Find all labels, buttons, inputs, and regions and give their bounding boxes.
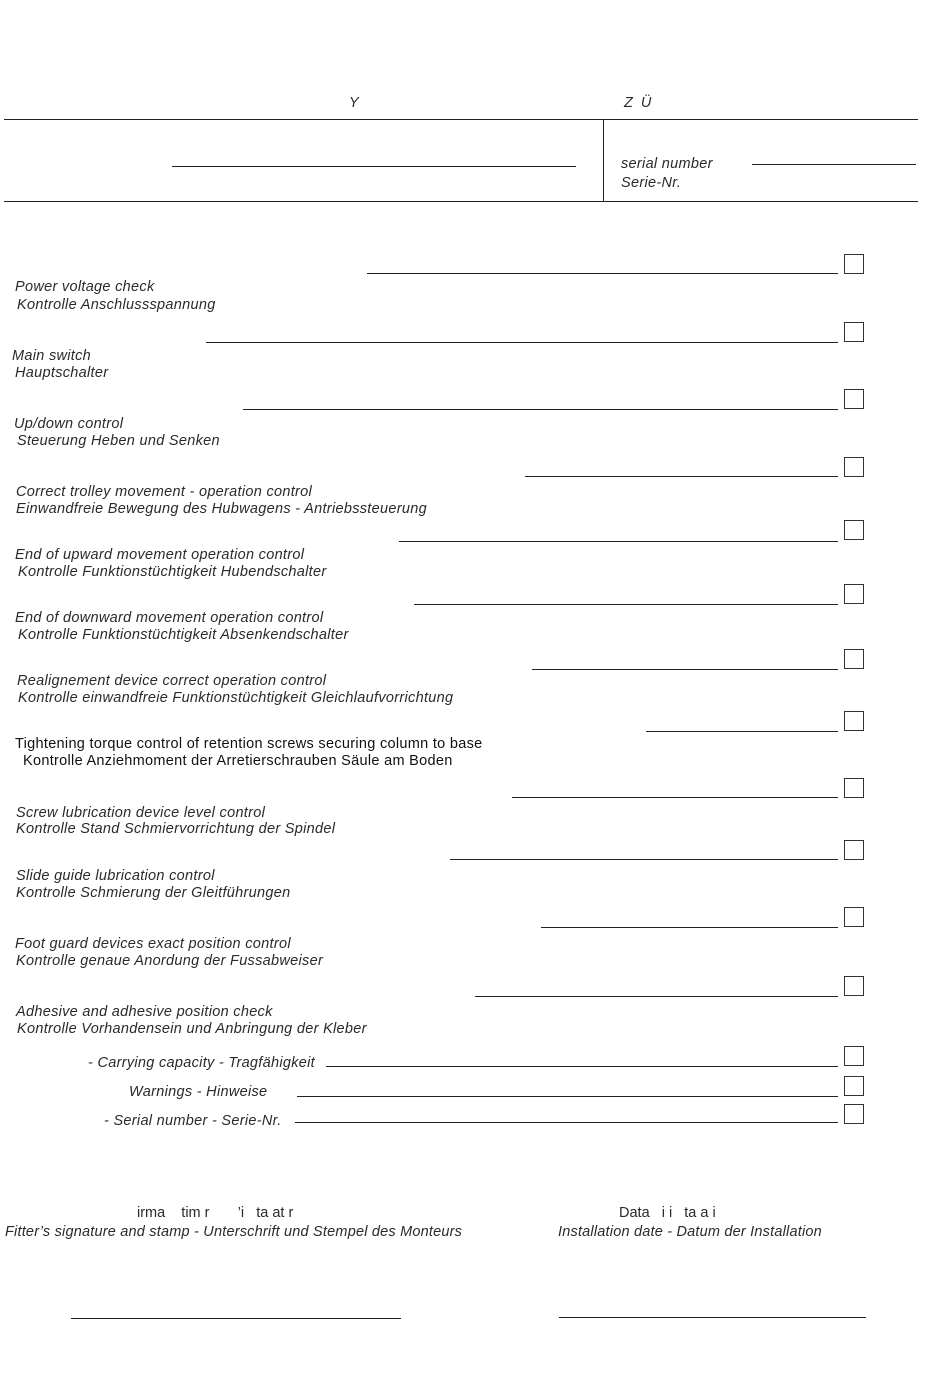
sublist-item-label: - Serial number - Serie-Nr. [104, 1113, 282, 1129]
checklist-item-label-en: End of upward movement operation control [15, 547, 305, 563]
sublist-row-line [297, 1096, 838, 1097]
checklist-item-label-en: Slide guide lubrication control [16, 868, 215, 884]
checklist-row-line [414, 604, 838, 605]
checklist-item-label-en: Tightening torque control of retention screws securing column to base [15, 736, 483, 752]
signature-field-line[interactable] [71, 1318, 401, 1319]
checklist-checkbox[interactable] [844, 457, 864, 477]
checklist-row-line [450, 859, 838, 860]
checklist-row-line [475, 996, 838, 997]
checklist-checkbox[interactable] [844, 976, 864, 996]
checklist-item-label-de: Kontrolle Vorhandensein und Anbringung der Kleber [17, 1021, 367, 1037]
checklist-row-line [399, 541, 838, 542]
checklist-row-line [243, 409, 838, 410]
sublist-row-line [295, 1122, 838, 1123]
checklist-item-label-de: Kontrolle Stand Schmiervorrichtung der Spindel [16, 821, 336, 837]
checklist-item-label-en: Correct trolley movement - operation control [16, 484, 313, 500]
checklist-row-line [512, 797, 838, 798]
checklist-item-label-en: Realignement device correct operation control [17, 673, 327, 689]
checklist-item-label-de: Hauptschalter [15, 365, 109, 381]
checklist-row-line [525, 476, 838, 477]
header-divider [603, 119, 604, 201]
header-bottom-rule [4, 201, 918, 202]
checklist-row-line [367, 273, 838, 274]
checklist-checkbox[interactable] [844, 711, 864, 731]
sublist-item-label: Warnings - Hinweise [129, 1084, 268, 1100]
checklist-item-label-en: Power voltage check [15, 279, 155, 295]
signature-fragment: irma tim r ’i ta at r [137, 1205, 294, 1221]
checklist-item-label-de: Kontrolle Anziehmoment der Arretierschrauben Säule am Boden [23, 753, 453, 769]
checklist-checkbox[interactable] [844, 389, 864, 409]
signature-label: Fitter’s signature and stamp - Unterschrift und Stempel des Monteurs [5, 1224, 463, 1240]
checklist-item-label-de: Einwandfreie Bewegung des Hubwagens - Antriebssteuerung [16, 501, 427, 517]
date-field-line[interactable] [559, 1317, 866, 1318]
checklist-item-label-en: End of downward movement operation control [15, 610, 324, 626]
checklist-checkbox[interactable] [844, 778, 864, 798]
checklist-item-label-de: Kontrolle Anschlussspannung [17, 297, 216, 313]
checklist-item-label-de: Kontrolle Funktionstüchtigkeit Absenkendschalter [18, 627, 349, 643]
date-label: Installation date - Datum der Installation [558, 1224, 822, 1240]
checklist-item-label-de: Kontrolle einwandfreie Funktionstüchtigkeit Gleichlaufvorrichtung [18, 690, 454, 706]
checklist-item-label-de: Kontrolle Funktionstüchtigkeit Hubendschalter [18, 564, 327, 580]
checklist-row-line [532, 669, 838, 670]
checklist-checkbox[interactable] [844, 254, 864, 274]
checklist-checkbox[interactable] [844, 584, 864, 604]
model-field-line[interactable] [172, 166, 576, 167]
serial-number-field-line[interactable] [752, 164, 916, 165]
checklist-row-line [206, 342, 838, 343]
header-fragment-right: Z Ü [624, 95, 652, 111]
checklist-item-label-de: Kontrolle genaue Anordung der Fussabweiser [16, 953, 324, 969]
checklist-item-label-de: Kontrolle Schmierung der Gleitführungen [16, 885, 291, 901]
checklist-item-label-de: Steuerung Heben und Senken [17, 433, 220, 449]
checklist-item-label-en: Screw lubrication device level control [16, 805, 266, 821]
checklist-item-label-en: Foot guard devices exact position control [15, 936, 291, 952]
sublist-checkbox[interactable] [844, 1104, 864, 1124]
sublist-checkbox[interactable] [844, 1046, 864, 1066]
header-top-rule [4, 119, 918, 120]
serial-number-label-de: Serie-Nr. [621, 175, 682, 191]
header-fragment-left: Y [349, 95, 359, 111]
checklist-row-line [646, 731, 838, 732]
checklist-item-label-en: Main switch [12, 348, 92, 364]
sublist-checkbox[interactable] [844, 1076, 864, 1096]
checklist-checkbox[interactable] [844, 322, 864, 342]
date-fragment: Data i i ta a i [619, 1205, 716, 1221]
sublist-item-label: - Carrying capacity - Tragfähigkeit [88, 1055, 316, 1071]
checklist-checkbox[interactable] [844, 840, 864, 860]
sublist-row-line [326, 1066, 838, 1067]
checklist-row-line [541, 927, 838, 928]
checklist-checkbox[interactable] [844, 649, 864, 669]
checklist-checkbox[interactable] [844, 520, 864, 540]
serial-number-label: serial number [621, 156, 713, 172]
checklist-item-label-en: Adhesive and adhesive position check [16, 1004, 273, 1020]
checklist-checkbox[interactable] [844, 907, 864, 927]
checklist-item-label-en: Up/down control [14, 416, 124, 432]
